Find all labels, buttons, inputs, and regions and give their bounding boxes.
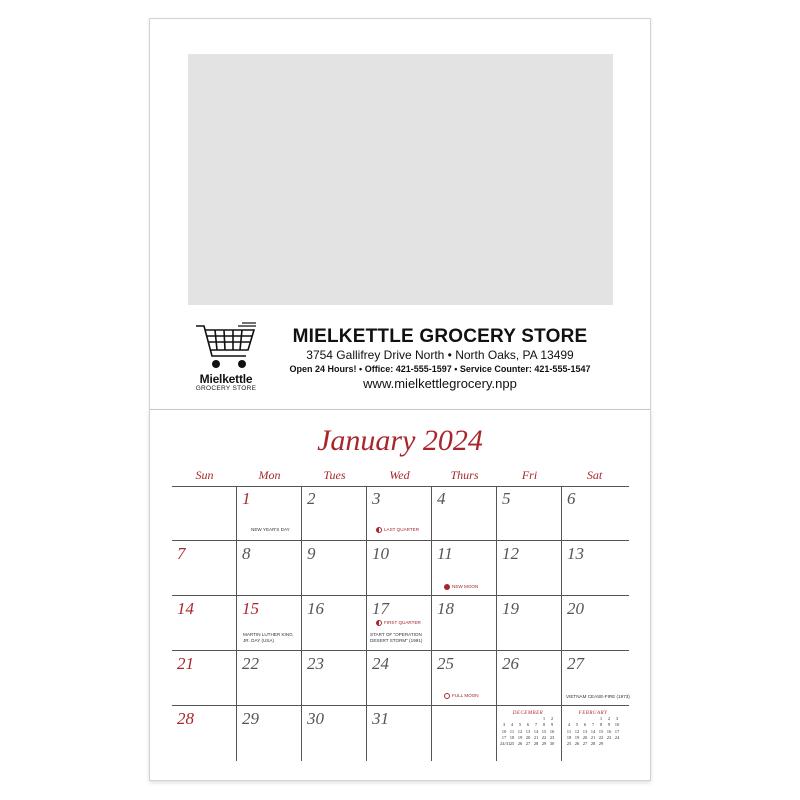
day-cell-31: [367, 706, 432, 761]
mini-calendar-day: 3: [615, 716, 619, 721]
mini-calendar-day: 16: [549, 728, 555, 734]
mini-calendar-day: 11: [566, 728, 572, 734]
day-number: 23: [307, 654, 324, 673]
mini-calendar-day: 8: [542, 722, 546, 728]
mini-calendar-day: 19: [517, 734, 523, 740]
mini-calendar-day: 23: [549, 734, 555, 740]
mini-calendar-day: 24/31: [500, 741, 511, 747]
day-note: MARTIN LUTHER KING JR. DAY (USA): [243, 632, 293, 643]
mini-calendar-day: 30: [549, 741, 555, 747]
day-note: START OF "OPERATION DESERT STORM" (1991): [370, 632, 423, 643]
day-cell-21: [172, 651, 237, 706]
day-cell-12: [497, 541, 562, 596]
mini-calendar-day: 14: [590, 728, 596, 734]
day-cell-29: [237, 706, 302, 761]
mini-calendar-day: 5: [518, 722, 522, 728]
logo-name: Mielkettle: [199, 372, 253, 386]
mini-calendar-december: [500, 711, 556, 747]
mini-calendar-days: [500, 716, 556, 747]
mini-calendar-day: 3: [502, 722, 506, 728]
mini-calendar-day: 12: [517, 728, 523, 734]
day-cell-18: [432, 596, 497, 651]
mini-calendar-day: 24: [614, 734, 620, 740]
day-cell-17: [367, 596, 432, 651]
day-number: 25: [437, 654, 454, 673]
mini-calendar-day: 2: [607, 716, 611, 721]
store-logo: [186, 322, 266, 392]
day-number: 24: [372, 654, 389, 673]
photo-placeholder: [188, 54, 613, 305]
mini-calendar-day: 29: [541, 741, 547, 747]
moon-phase-text: FIRST QUARTER: [384, 620, 421, 625]
last-quarter-moon-icon: [376, 527, 382, 533]
day-cell-26: [497, 651, 562, 706]
day-cell-3: [367, 486, 432, 541]
day-number: 12: [502, 544, 519, 563]
day-number: 4: [437, 489, 446, 508]
moon-phase-text: FULL MOON: [452, 693, 479, 698]
mini-calendar-day: 23: [606, 734, 612, 740]
weekday-mon: Mon: [258, 468, 281, 482]
store-info: [270, 326, 610, 392]
day-number: 9: [307, 544, 316, 563]
day-cell-20: [562, 596, 629, 651]
day-number: 7: [177, 544, 186, 563]
mini-calendar-day: 19: [574, 734, 580, 740]
moon-phase-label: [376, 619, 421, 626]
day-number: 1: [242, 489, 251, 508]
day-cell-27: [562, 651, 629, 706]
mini-calendar-day: 21: [590, 734, 596, 740]
weekday-sun: Sun: [195, 468, 214, 482]
day-cell-2: [302, 486, 367, 541]
mini-calendar-day: 27: [582, 741, 588, 747]
mini-calendar-day: 22: [541, 734, 547, 740]
mini-calendar-day: 28: [533, 741, 539, 747]
mini-calendar-day: 1: [542, 716, 546, 721]
mini-calendar-day: 7: [534, 722, 538, 728]
day-cell-empty: [432, 706, 497, 761]
store-name: MIELKETTLE GROCERY STORE: [292, 326, 588, 347]
mini-calendar-title: DECEMBER: [512, 711, 544, 716]
mini-calendar-day: 10: [501, 728, 507, 734]
weekday-thu: Thurs: [450, 468, 479, 482]
day-number: 11: [437, 544, 453, 563]
day-cell-11: [432, 541, 497, 596]
moon-phase-text: NEW MOON: [452, 584, 479, 589]
weekday-tue: Tues: [323, 468, 346, 482]
mini-calendar-day: 20: [582, 734, 588, 740]
first-quarter-moon-icon: [376, 620, 382, 626]
mini-calendar-day: 2: [550, 716, 554, 721]
mini-calendar-day: 6: [583, 722, 587, 728]
mini-calendar-day: 8: [599, 722, 603, 728]
day-number: 5: [502, 489, 511, 508]
moon-phase-text: LAST QUARTER: [384, 527, 420, 532]
day-cell-4: [432, 486, 497, 541]
mini-cal-next-cell: [562, 706, 629, 761]
mini-calendar-day: 4: [510, 722, 514, 728]
day-cell-22: [237, 651, 302, 706]
full-moon-icon: [444, 693, 450, 699]
day-cell-empty: [172, 486, 237, 541]
mini-calendar-day: 29: [598, 741, 604, 747]
mini-calendar-day: 25: [509, 741, 515, 747]
mini-calendar-day: 18: [566, 734, 572, 740]
month-title: January 2024: [317, 424, 483, 457]
store-address: 3754 Gallifrey Drive North • North Oaks, PA 13499: [306, 348, 574, 362]
mini-calendar-day: 10: [614, 722, 620, 728]
mini-calendar-week: [500, 741, 556, 747]
calendar-month-page: [149, 409, 651, 781]
day-cell-15: [237, 596, 302, 651]
mini-calendar-days: [565, 716, 621, 747]
day-cell-23: [302, 651, 367, 706]
mini-calendar-day: 15: [541, 728, 547, 734]
moon-phase-label: [444, 692, 479, 699]
day-cell-5: [497, 486, 562, 541]
day-number: 27: [567, 654, 584, 673]
mini-calendar-day: 17: [501, 734, 507, 740]
mini-calendar-day: 1: [599, 716, 603, 721]
day-cell-24: [367, 651, 432, 706]
day-number: 28: [177, 709, 194, 728]
moon-phase-label: [444, 583, 478, 590]
day-cell-30: [302, 706, 367, 761]
mini-calendar-day: 9: [607, 722, 611, 728]
day-cell-13: [562, 541, 629, 596]
mini-calendar-day: 22: [598, 734, 604, 740]
day-number: 17: [372, 599, 389, 618]
day-cell-6: [562, 486, 629, 541]
mini-calendar-day: 27: [525, 741, 531, 747]
mini-calendar-day: 14: [533, 728, 539, 734]
weekday-header: [172, 468, 629, 487]
day-number: 15: [242, 599, 259, 618]
mini-calendar-day: 16: [606, 728, 612, 734]
mini-calendar-day: 7: [591, 722, 595, 728]
mini-calendar-day: 25: [566, 741, 572, 747]
day-cell-19: [497, 596, 562, 651]
weekday-sat: Sat: [586, 468, 603, 482]
day-number: 16: [307, 599, 324, 618]
day-number: 29: [242, 709, 259, 728]
mini-calendar-day: 12: [574, 728, 580, 734]
mini-calendar-day: 15: [598, 728, 604, 734]
moon-phase-label: [376, 526, 419, 533]
day-number: 19: [502, 599, 519, 618]
calendar-grid: [172, 486, 629, 761]
weekday-wed: Wed: [389, 468, 410, 482]
mini-calendar-day: 21: [533, 734, 539, 740]
store-hours: Open 24 Hours! • Office: 421-555-1597 • Service Counter: 421-555-1547: [289, 364, 591, 374]
mini-calendar-week: [565, 741, 621, 747]
shopping-cart-icon: [194, 322, 258, 372]
mini-calendar-day: 26: [574, 741, 580, 747]
day-number: 14: [177, 599, 194, 618]
day-cell-10: [367, 541, 432, 596]
store-website: www.mielkettlegrocery.npp: [363, 376, 517, 391]
day-cell-8: [237, 541, 302, 596]
day-number: 6: [567, 489, 576, 508]
mini-calendar-title: FEBRUARY: [578, 711, 608, 716]
day-number: 13: [567, 544, 584, 563]
day-cell-9: [302, 541, 367, 596]
day-number: 20: [567, 599, 584, 618]
day-cell-7: [172, 541, 237, 596]
mini-calendar-day: 13: [582, 728, 588, 734]
day-number: 21: [177, 654, 194, 673]
mini-calendar-day: 4: [567, 722, 571, 728]
day-cell-28: [172, 706, 237, 761]
mini-calendar-day: 20: [525, 734, 531, 740]
day-number: 31: [372, 709, 389, 728]
mini-calendar-day: [605, 741, 613, 747]
day-note: NEW YEAR'S DAY: [251, 527, 290, 532]
day-number: 10: [372, 544, 389, 563]
day-note: VIETNAM CEASE-FIRE (1973): [566, 694, 630, 699]
mini-calendar-day: 6: [526, 722, 530, 728]
calendar-header-page: [149, 18, 651, 409]
mini-calendar-day: 17: [614, 728, 620, 734]
day-number: 18: [437, 599, 454, 618]
day-number: 26: [502, 654, 519, 673]
mini-cal-prev-cell: [497, 706, 562, 761]
mini-calendar-day: 13: [525, 728, 531, 734]
day-number: 2: [307, 489, 316, 508]
mini-calendar-day: 9: [550, 722, 554, 728]
mini-calendar-day: 26: [517, 741, 523, 747]
weekday-fri: Fri: [521, 468, 538, 482]
day-number: 22: [242, 654, 259, 673]
new-moon-icon: [444, 584, 450, 590]
mini-calendar-day: 11: [509, 728, 515, 734]
day-cell-25: [432, 651, 497, 706]
mini-calendar-day: [613, 741, 621, 747]
mini-calendar-february: [565, 711, 621, 747]
logo-subtitle: GROCERY STORE: [195, 385, 257, 392]
mini-calendar-day: 5: [575, 722, 579, 728]
mini-calendar-day: 18: [509, 734, 515, 740]
mini-calendar-day: 28: [590, 741, 596, 747]
day-cell-16: [302, 596, 367, 651]
day-cell-1: [237, 486, 302, 541]
day-number: 8: [242, 544, 251, 563]
day-cell-14: [172, 596, 237, 651]
day-number: 3: [372, 489, 381, 508]
day-number: 30: [307, 709, 324, 728]
